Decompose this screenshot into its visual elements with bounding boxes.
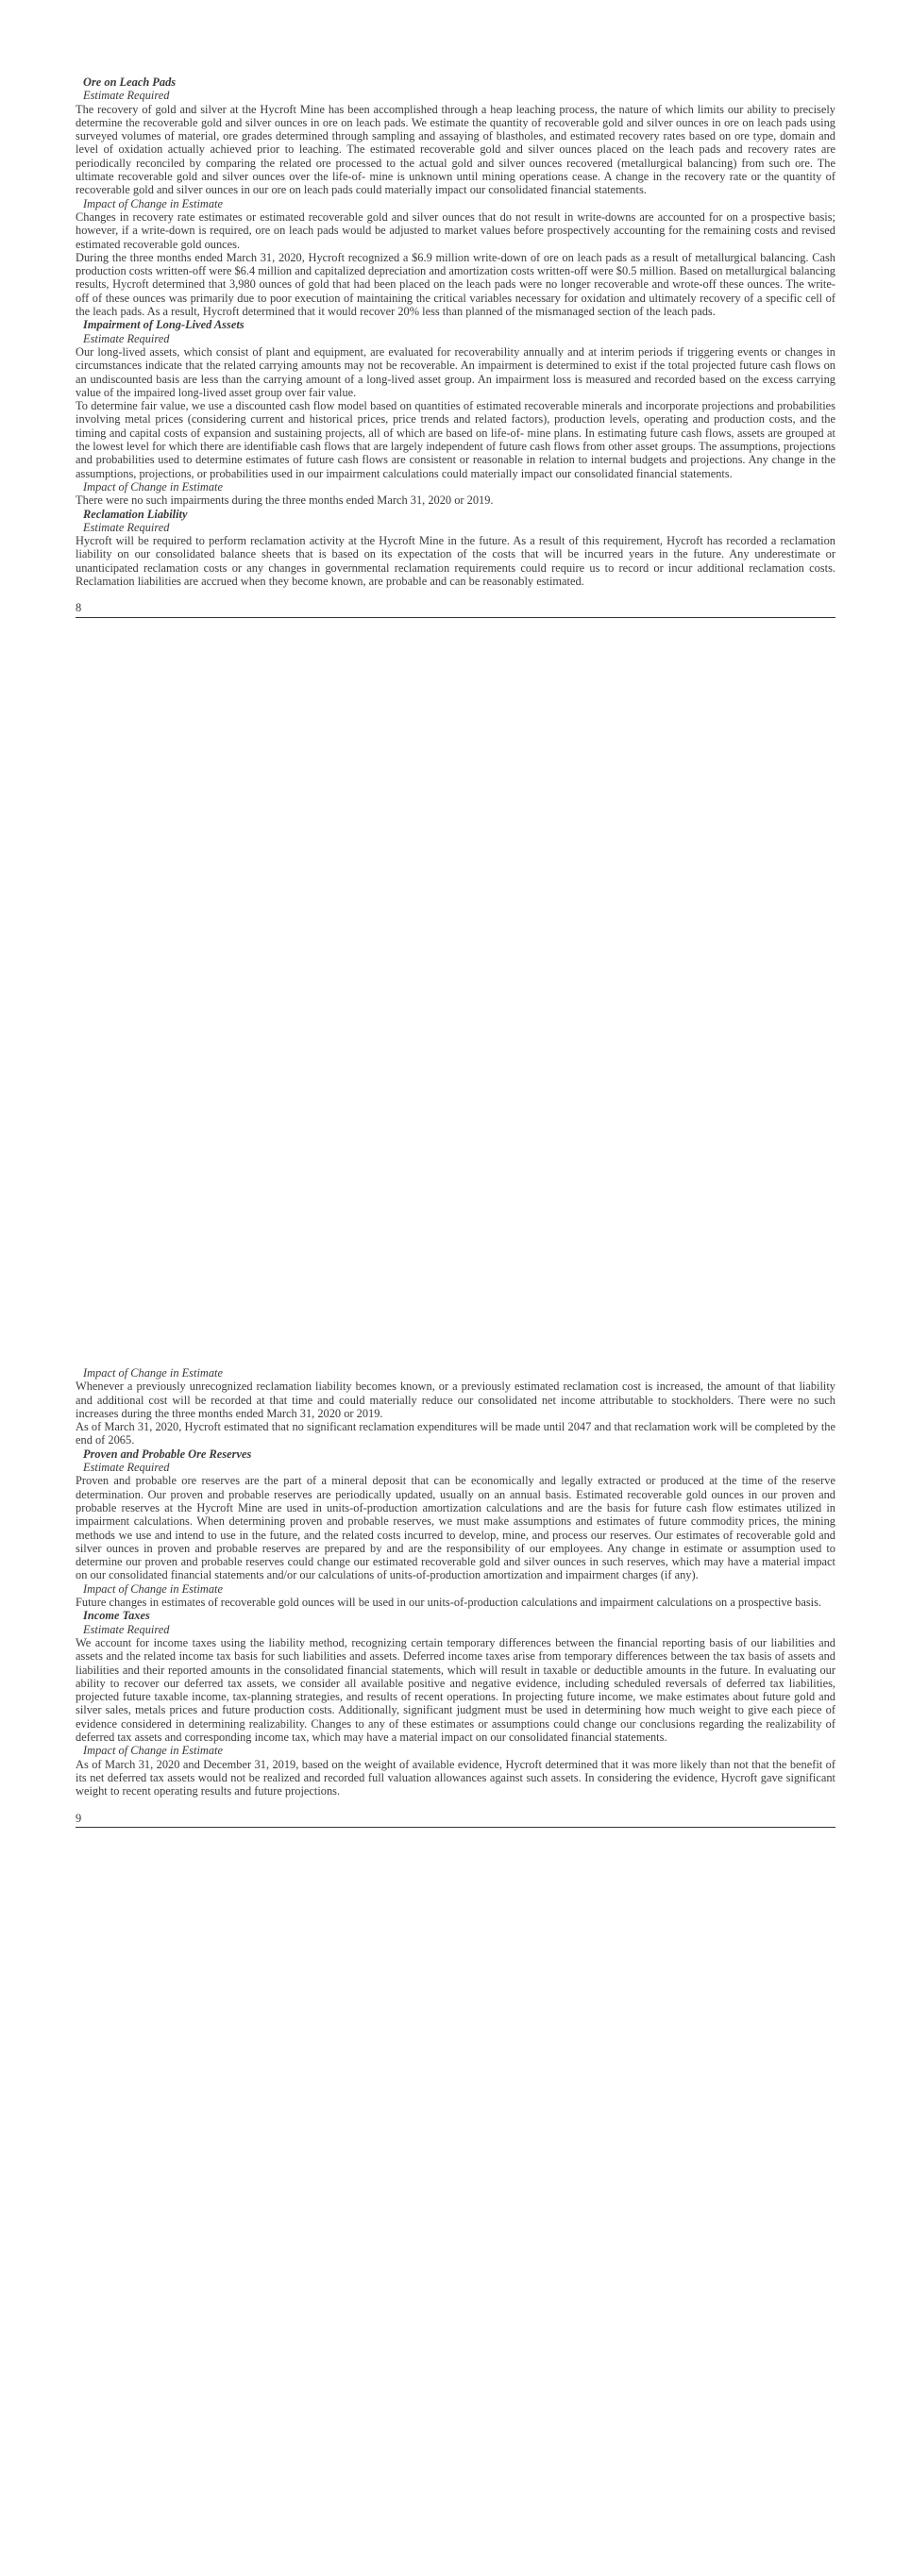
body-paragraph: The recovery of gold and silver at the Hycroft Mine has been accomplished through a heap leaching process, the nature of which limits our ability to precisely determine the recoverable gold and silver ounces in ore on leach pads. We estimate the quantity of recoverable gold and silver ounces in ore on leach pads using surveyed volumes of material, ore grades determined through sampling and assaying of blastholes, and estimated recovery rates based on ore type, domain and level of oxidation actually achieved prior to leaching. The estimated recoverable gold and silver ounces placed on the leach pads and recovery rates are periodically reconciled by comparing the related ore processed to the actual gold and silver ounces recovered (metallurgical balancing) from such ore. The ultimate recoverable gold and silver ounces over the life-of- mine is unknown until mining operations cease. A change in the recovery rate or the quantity of recoverable gold and silver ounces in our ore on leach pads could materially impact our consolidated financial statements. (76, 102, 835, 197)
section-heading: Income Taxes (83, 1609, 150, 1623)
page-8 (76, 75, 835, 618)
body-paragraph: As of March 31, 2020, Hycroft estimated that no significant reclamation expenditures will be made until 2047 and that reclamation work will be completed by the end of 2065. (76, 1420, 835, 1447)
body-paragraph: We account for income taxes using the liability method, recognizing certain temporary differences between the financial reporting basis of our liabilities and assets and the related income tax basis for such liabilities and assets. Deferred income taxes arise from temporary differences between the tax basis of assets and liabilities and their reported amounts in the consolidated financial statements, which will result in taxable or deductible amounts in the future. In evaluating our ability to recover our deferred tax assets, we consider all available positive and negative evidence, including scheduled reversals of deferred tax liabilities, projected future taxable income, tax-planning strategies, and results of recent operations. In projecting future income, we make estimates about future gold and silver sales, metals prices and future production costs. Additionally, significant judgment must be used in determining how much weight to give each piece of evidence considered in determining realizability. Changes to any of these estimates or assumptions could change our conclusions regarding the realizability of deferred tax assets and corresponding income tax, which may have a material impact on our consolidated financial statements. (76, 1635, 835, 1745)
section-heading: Impairment of Long-Lived Assets (83, 318, 245, 332)
section-heading: Reclamation Liability (83, 507, 188, 521)
body-paragraph: During the three months ended March 31, 2020, Hycroft recognized a $6.9 million write-down of ore on leach pads as a result of metallurgical balancing. Cash production costs written-off were $6.4 million and capitalized depreciation and amortization costs written-off were $0.5 million. Based on metallurgical balancing results, Hycroft determined that 3,980 ounces of gold that had been placed on the leach pads were no longer recoverable and wrote-off these ounces. The write-off of these ounces was primarily due to poor execution of maintaining the critical variables necessary for oxidation and ultimately recovery of a specific cell of the leach pads. As a result, Hycroft determined that it would recover 20% less than planned of the mismanaged section of the leach pads. (76, 250, 835, 319)
body-paragraph: Proven and probable ore reserves are the part of a mineral deposit that can be economically and legally extracted or produced at the time of the reserve determination. Our proven and probable reserves are periodically updated, usually on an annual basis. Estimated recoverable gold ounces in our proven and probable reserves at the Hycroft Mine are used in units-of-production amortization calculations and are the basis for future cash flow estimates utilized in impairment calculations. When determining proven and probable reserves, we must make assumptions and estimates of future commodity prices, the mining methods we use and intend to use in the future, and the related costs incurred to develop, mine, and process our reserves. Our estimates of recoverable gold and silver ounces in proven and probable reserves are prepared by and are the responsibility of our employees. Any change in estimate or assumption used to determine our proven and probable reserves could change our estimated recoverable gold and silver ounces in such reserves, which may have a material impact on our consolidated financial statements and/or our calculations of units-of-production amortization and impairment charges (if any). (76, 1474, 835, 1582)
subsection-label: Impact of Change in Estimate (83, 196, 223, 210)
page-divider (76, 617, 835, 618)
page-9 (76, 1366, 835, 1828)
subsection-label: Impact of Change in Estimate (83, 1581, 223, 1596)
section-heading: Ore on Leach Pads (83, 75, 177, 89)
body-paragraph: Future changes in estimates of recoverable gold ounces will be used in our units-of-production calculations and impairment calculations on a prospective basis. (76, 1596, 822, 1610)
body-paragraph: To determine fair value, we use a discounted cash flow model based on quantities of estimated recoverable minerals and incorporate projections and probabilities involving metal prices (considering current and historical prices, price trends and related factors), production levels, operating and production costs, and the timing and capital costs of expansion and sustaining projects, all of which are based on life-of- mine plans. In estimating future cash flows, assets are grouped at the lowest level for which there are identifiable cash flows that are largely independent of future cash flows from other asset groups. The assumptions, projections and probabilities used to determine estimates of future cash flows are consistent or reasonable in relation to internal budgets and projections. Any change in the assumptions, projections, or probabilities used in our impairment calculations could materially impact our consolidated financial statements. (76, 399, 835, 480)
subsection-label: Estimate Required (83, 89, 170, 103)
subsection-label: Estimate Required (83, 1461, 170, 1475)
subsection-label: Estimate Required (83, 331, 170, 345)
section-heading: Proven and Probable Ore Reserves (83, 1447, 252, 1461)
page-number: 8 (76, 601, 82, 615)
body-paragraph: Hycroft will be required to perform reclamation activity at the Hycroft Mine in the future. As a result of this requirement, Hycroft has recorded a reclamation liability on our consolidated balance sheets that is based on its expectation of the costs that will be incurred years in the future. Any underestimate or unanticipated reclamation costs or any changes in governmental reclamation requirements could require us to record or incur additional reclamation costs. Reclamation liabilities are accrued when they become known, are probable and can be reasonably estimated. (76, 534, 835, 588)
body-paragraph: Our long-lived assets, which consist of plant and equipment, are evaluated for recoverability annually and at interim periods if triggering events or changes in circumstances indicate that the related carrying amounts may not be recoverable. An impairment is determined to exist if the total projected future cash flows on an undiscounted basis are less than the carrying amount of a long-lived asset group. An impairment loss is measured and recorded based on the excess carrying value of the impaired long-lived asset group over fair value. (76, 344, 835, 399)
body-paragraph: There were no such impairments during the three months ended March 31, 2020 or 2019. (76, 493, 494, 508)
subsection-label: Estimate Required (83, 520, 170, 534)
page-divider (76, 1827, 835, 1828)
subsection-label: Impact of Change in Estimate (83, 479, 223, 493)
page-number: 9 (76, 1811, 82, 1825)
subsection-label: Impact of Change in Estimate (83, 1366, 223, 1380)
body-paragraph: Changes in recovery rate estimates or estimated recoverable gold and silver ounces that do not result in write-downs are accounted for on a prospective basis; however, if a write-down is required, ore on leach pads would be adjusted to market values before prospectively accounting for the remaining costs and revised estimated recoverable gold ounces. (76, 209, 835, 251)
subsection-label: Estimate Required (83, 1622, 170, 1636)
body-paragraph: Whenever a previously unrecognized reclamation liability becomes known, or a previously estimated reclamation cost is increased, the amount of that liability and additional cost will be recorded at that time and could materially reduce our consolidated net income attributable to stockholders. There were no such increases during the three months ended March 31, 2020 or 2019. (76, 1380, 835, 1420)
body-paragraph: As of March 31, 2020 and December 31, 2019, based on the weight of available evidence, Hycroft determined that it was more likely than not that the benefit of its net deferred tax assets would not be realized and recorded full valuation allowances against such assets. In considering the evidence, Hycroft gave significant weight to recent operating results and future projections. (76, 1757, 835, 1798)
subsection-label: Impact of Change in Estimate (83, 1744, 223, 1758)
